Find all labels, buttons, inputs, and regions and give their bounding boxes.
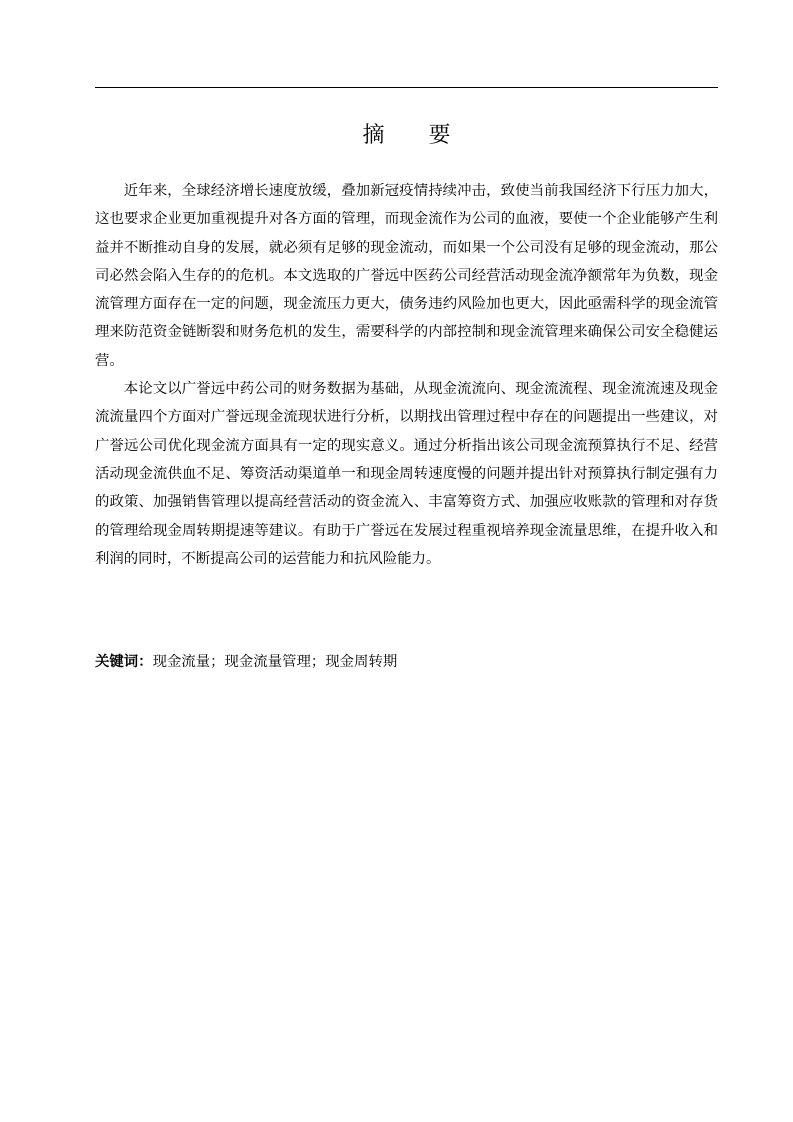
abstract-body	[95, 177, 718, 573]
abstract-paragraph-2: 本论文以广誉远中药公司的财务数据为基础，从现金流流向、现金流流程、现金流流速及现金流流量四个方面对广誉远现金流现状进行分析，以期找出管理过程中存在的问题提出一些建议，对广誉远公司优化现金流方面具有一定的现实意义。通过分析指出该公司现金流预算执行不足、经营活动现金流供血不足、筹资活动渠道单一和现金周转速度慢的问题并提出针对预算执行制定强有力的政策、加强销售管理以提高经营活动的资金流入、丰富筹资方式、加强应收账款的管理和对存货的管理给现金周转期提速等建议。有助于广誉远在发展过程重视培养现金流量思维，在提升收入和利润的同时，不断提高公司的运营能力和抗风险能力。	[95, 381, 718, 567]
abstract-paragraph-1: 近年来，全球经济增长速度放缓，叠加新冠疫情持续冲击，致使当前我国经济下行压力加大，这也要求企业更加重视提升对各方面的管理，而现金流作为公司的血液，要使一个企业能够产生利益并不断推动自身的发展，就必须有足够的现金流动，而如果一个公司没有足够的现金流动，那公司必然会陷入生存的的危机。本文选取的广誉远中医药公司经营活动现金流净额常年为负数，现金流管理方面存在一定的问题，现金流压力更大，债务违约风险加也更大，因此亟需科学的现金流管理来防范资金链断裂和财务危机的发生，需要科学的内部控制和现金流管理来确保公司安全稳健运营。	[95, 183, 718, 369]
page-title: 摘 要	[362, 123, 451, 148]
keywords-line	[95, 648, 718, 676]
header-rule	[95, 87, 718, 88]
keywords-text: 现金流量；现金流量管理；现金周转期	[152, 654, 398, 670]
keywords-label: 关键词：	[95, 654, 153, 670]
